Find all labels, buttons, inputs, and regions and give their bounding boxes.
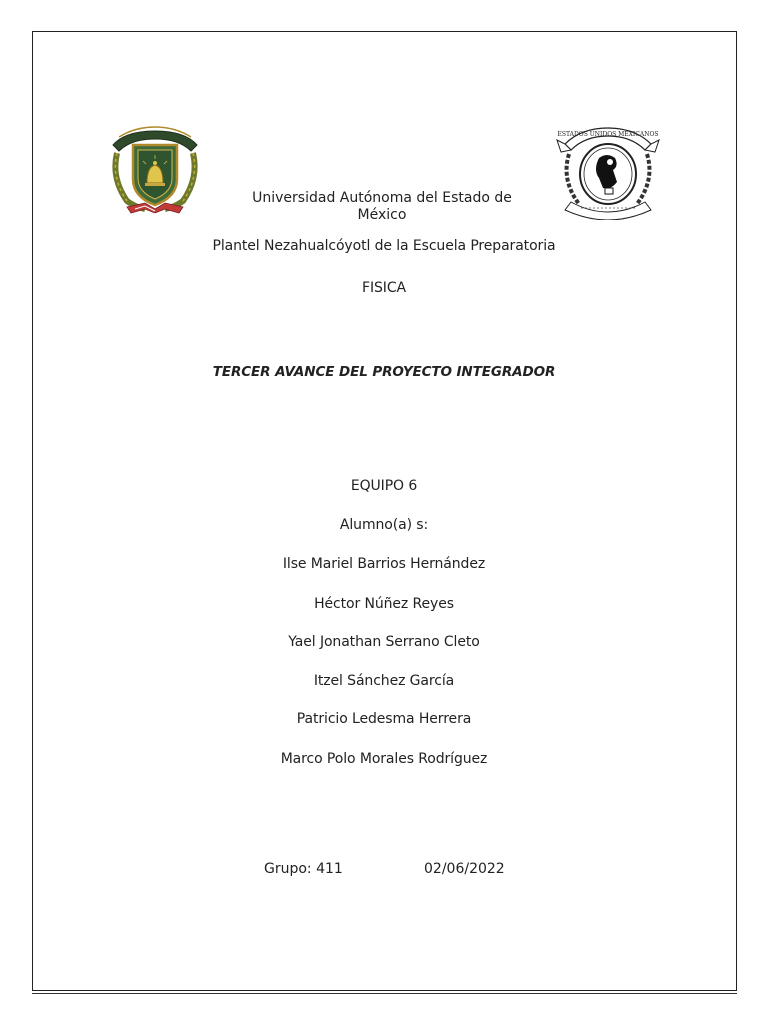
member-name: Itzel Sánchez García bbox=[313, 673, 455, 689]
member-name: Yael Jonathan Serrano Cleto bbox=[288, 634, 480, 650]
subject-name: FISICA bbox=[362, 280, 406, 296]
team-label: EQUIPO 6 bbox=[350, 478, 418, 494]
member-name: Ilse Mariel Barrios Hernández bbox=[282, 556, 486, 572]
svg-text:ESTADOS UNIDOS MEXICANOS: ESTADOS UNIDOS MEXICANOS bbox=[557, 131, 659, 138]
campus-name: Plantel Nezahualcóyotl de la Escuela Preparatoria bbox=[212, 238, 556, 254]
member-name: Patricio Ledesma Herrera bbox=[296, 711, 472, 727]
member-name: Héctor Núñez Reyes bbox=[314, 596, 454, 612]
estados-unidos-mexicanos-seal-logo bbox=[553, 120, 663, 220]
member-name: Marco Polo Morales Rodríguez bbox=[280, 751, 488, 767]
page-bottom-rule bbox=[32, 993, 737, 994]
students-label: Alumno(a) s: bbox=[339, 517, 429, 533]
group-number: Grupo: 411 bbox=[264, 861, 343, 877]
university-name: Universidad Autónoma del Estado de México bbox=[252, 190, 512, 223]
uaemex-coat-of-arms-logo bbox=[105, 123, 205, 215]
project-title: TERCER AVANCE DEL PROYECTO INTEGRADOR bbox=[212, 364, 556, 380]
document-date: 02/06/2022 bbox=[424, 861, 505, 877]
